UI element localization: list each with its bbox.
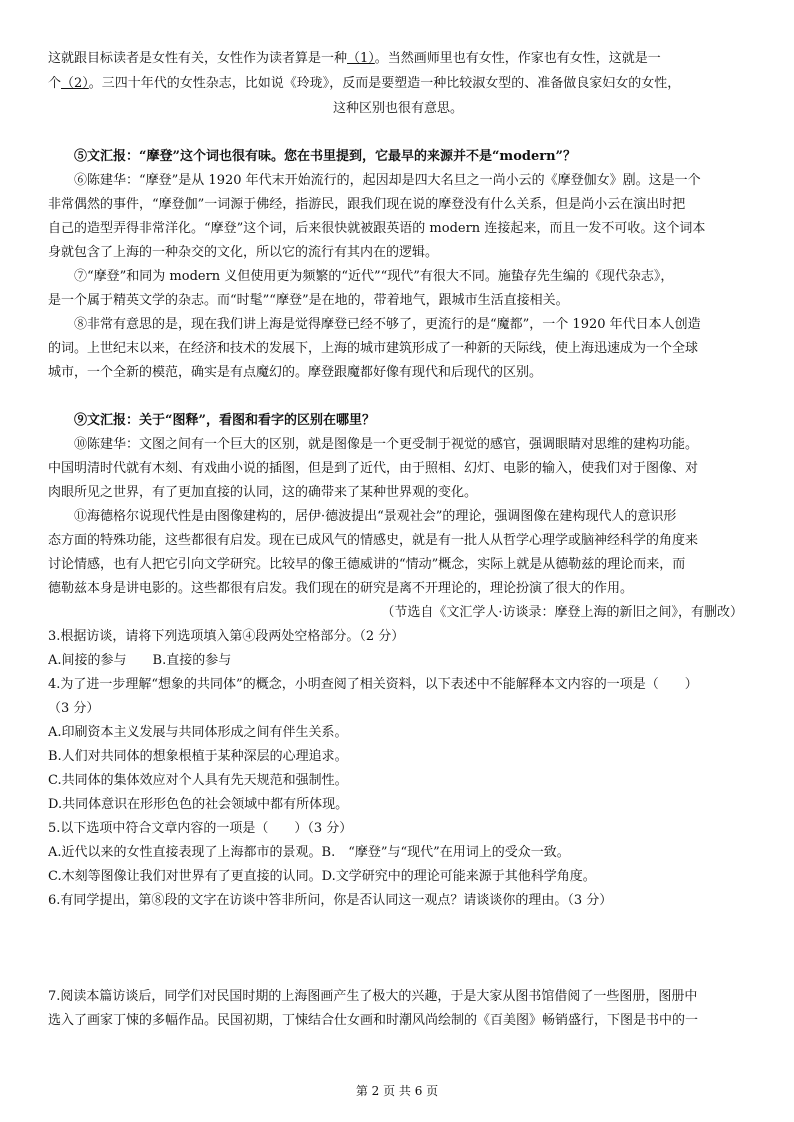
intro-text: 这就跟目标读者是女性有关，女性作为读者算是一种 bbox=[48, 51, 348, 66]
para-8-line: ⑧非常有意思的是，现在我们讲上海是觉得摩登已经不够了，更流行的是“魔都”，一个 1920 年代日本人创造 bbox=[74, 317, 701, 332]
para-10-line: 中国明清时代就有木刻、有戏曲小说的插图，但是到了近代，由于照相、幻灯、电影的输入，使我们对于图像、对 bbox=[48, 461, 699, 476]
para-10-line: 肉眼所见之世界，有了更加直接的认同，这的确带来了某种世界观的变化。 bbox=[48, 485, 478, 500]
para-11-line: 讨论情感，也有人把它引向文学研究。比较早的像王德威讲的“情动”概念，实际上就是从德勒兹的理论而来，而 bbox=[48, 557, 686, 572]
question-7-line: 选入了画家丁悚的多幅作品。民国初期，丁悚结合仕女画和时潮风尚绘制的《百美图》畅销盛行，下图是书中的一 bbox=[48, 1013, 699, 1028]
para-11-line: 态方面的特殊功能，这些都很有启发。现在已成风气的情感史，就是有一批人从哲学心理学或脑神经科学的角度来 bbox=[48, 533, 699, 548]
para-6-line: 身就包含了上海的一种杂交的文化，所以它的流行有其内在的逻辑。 bbox=[48, 245, 439, 260]
question-6: 6.有同学提出，第⑧段的文字在访谈中答非所问，你是否认同这一观点？请谈谈你的理由。（3 分） bbox=[48, 893, 613, 908]
para-11-line: 德勒兹本身是讲电影的。这些都很有启发。我们现在的研究是离不开理论的，理论扮演了很大的作用。 bbox=[48, 581, 634, 596]
para-11-line: ⑪海德格尔说现代性是由图像建构的，居伊·德波提出“景观社会”的理论，强调图像在建构现代人的意识形 bbox=[74, 509, 677, 524]
question-5-options-cd: C.木刻等图像让我们对世界有了更直接的认同。D.文学研究中的理论可能来源于其他科学角度。 bbox=[48, 869, 596, 884]
question-wenhui-9: ⑨文汇报：关于“图释”，看图和看字的区别在哪里？ bbox=[74, 413, 375, 428]
option-c: C.共同体的集体效应对个人具有先天规范和强制性。 bbox=[48, 773, 348, 788]
blank-2: （2） bbox=[61, 76, 89, 91]
para-8-line: 的词。上世纪末以来，在经济和技术的发展下，上海的城市建筑形成了一种新的天际线，使上海迅速成为一个全球 bbox=[48, 341, 699, 356]
option-a: A.印刷资本主义发展与共同体形成之间有伴生关系。 bbox=[48, 725, 348, 740]
para-7-line: 是一个属于精英文学的杂志。而“时髦”“摩登”是在地的，带着地气，跟城市生活直接相关。 bbox=[48, 293, 569, 308]
para-6-line: ⑥陈建华：“摩登”是从 1920 年代末开始流行的，起因却是四大名旦之一尚小云的《摩登伽女》剧。这是一个 bbox=[74, 173, 701, 188]
option-d: D.共同体意识在形形色色的社会领域中都有所体现。 bbox=[48, 797, 349, 812]
para-6-line: 自己的造型弄得非常洋化。“摩登”这个词，后来很快就被跟英语的 modern 连接起来，而且一发不可收。这个词本 bbox=[48, 221, 706, 236]
para-7-line: ⑦“摩登”和同为 modern 义但使用更为频繁的“近代”“现代”有很大不同。施蛰存先生编的《现代杂志》， bbox=[74, 269, 674, 284]
page-number: 第 2 页 共 6 页 bbox=[355, 1084, 439, 1098]
intro-text: 。三四十年代的女性杂志，比如说《玲珑》，反而是要塑造一种比较淑女型的、准备做良家妇女的女性， bbox=[88, 76, 681, 91]
question-wenhui-5: ⑤文汇报：“摩登”这个词也很有味。您在书里提到，它最早的来源并不是“modern”？ bbox=[74, 149, 576, 164]
intro-text: 个 bbox=[48, 76, 62, 91]
para-8-line: 城市，一个全新的模范，确实是有点魔幻的。摩登跟魔都好像有现代和后现代的区别。 bbox=[48, 365, 543, 380]
para-10-line: ⑩陈建华：文图之间有一个巨大的区别，就是图像是一个更受制于视觉的感官，强调眼睛对思维的建构功能。 bbox=[74, 437, 699, 452]
source-citation: （节选自《文汇学人·访谈录：摩登上海的新旧之间》，有删改） bbox=[381, 605, 743, 620]
question-5: 5.以下选项中符合文章内容的一项是（ ）（3 分） bbox=[48, 821, 353, 836]
option-b: B.人们对共同体的想象根植于某种深层的心理追求。 bbox=[48, 749, 348, 764]
blank-1: （1） bbox=[347, 51, 375, 66]
intro-line-2 bbox=[48, 75, 748, 93]
question-3: 3.根据访谈，请将下列选项填入第④段两处空格部分。（2 分） bbox=[48, 629, 405, 644]
question-5-options-ab: A.近代以来的女性直接表现了上海都市的景观。B. “摩登”与“现代”在用词上的受众一致。 bbox=[48, 845, 570, 860]
question-4-score: （3 分） bbox=[48, 701, 100, 716]
question-7-line: 7.阅读本篇访谈后，同学们对民国时期的上海图画产生了极大的兴趣，于是大家从图书馆借阅了一些图册，图册中 bbox=[48, 989, 698, 1004]
intro-text: 。当然画师里也有女性，作家也有女性，这就是一 bbox=[374, 51, 661, 66]
intro-line-1 bbox=[48, 50, 748, 68]
intro-line-3: 这种区别也很有意思。 bbox=[332, 101, 463, 116]
question-4: 4.为了进一步理解“想象的共同体”的概念，小明查阅了相关资料，以下表述中不能解释本文内容的一项是（ ） bbox=[48, 677, 698, 692]
para-6-line: 非常偶然的事件，“摩登伽”一词源于佛经，指游民，跟我们现在说的摩登没有什么关系，但是尚小云在演出时把 bbox=[48, 197, 686, 212]
question-3-options: A.间接的参与 B.直接的参与 bbox=[48, 653, 232, 668]
